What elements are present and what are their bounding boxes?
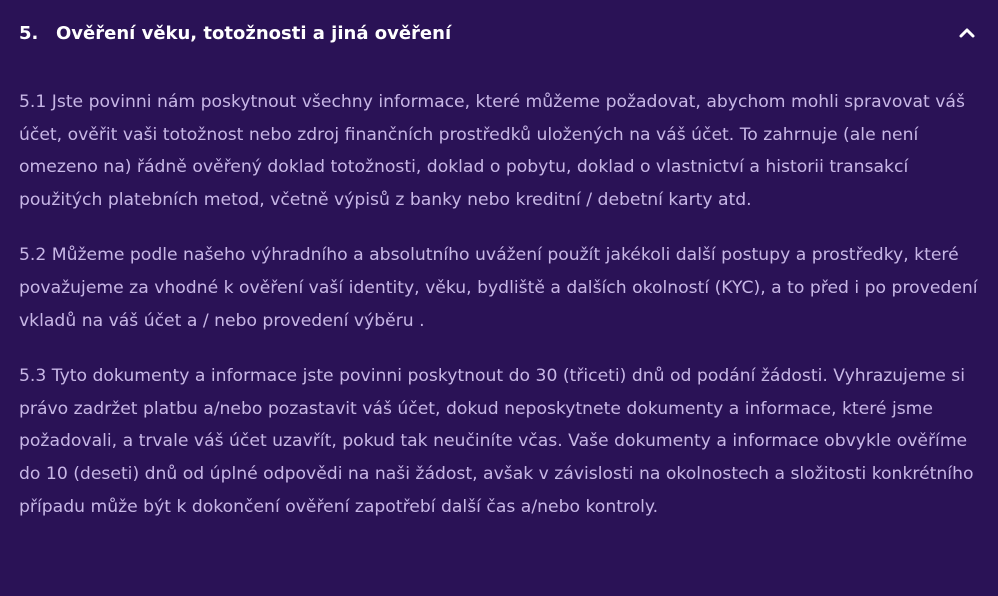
paragraph-5-3: 5.3 Tyto dokumenty a informace jste povinni poskytnout do 30 (třiceti) dnů od podání žádosti. Vyhrazujeme si právo zadržet platbu a/nebo pozastavit váš účet, dokud neposkytnete dokumenty a informace, které jsme požadovali, a trvale váš účet uzavřít, pokud tak neučiníte včas. Vaše dokumenty a informace obvykle ověříme do 10 (deseti) dnů od úplné odpovědi na naši žádost, avšak v závislosti na okolnostech a složitosti konkrétního případu může být k dokončení ověření zapotřebí další čas a/nebo kontroly. — [19, 366, 974, 517]
accordion-header[interactable] — [0, 0, 998, 68]
paragraph-5-1: 5.1 Jste povinni nám poskytnout všechny informace, které můžeme požadovat, abychom mohli spravovat váš účet, ověřit vaši totožnost nebo zdroj finančních prostředků uložených na váš účet. To zahrnuje (ale není omezeno na) řádně ověřený doklad totožnosti, doklad o pobytu, doklad o vlastnictví a historii transakcí použitých platebních metod, včetně výpisů z banky nebo kreditní / debetní karty atd. — [19, 92, 965, 210]
section-number: 5. — [19, 23, 39, 44]
accordion-content — [19, 86, 981, 546]
chevron-up-icon[interactable] — [957, 23, 977, 43]
paragraph-5-2: 5.2 Můžeme podle našeho výhradního a absolutního uvážení použít jakékoli další postupy a prostředky, které považujeme za vhodné k ověření vaší identity, věku, bydliště a dalších okolností (KYC), a to před i po provedení vkladů na váš účet a / nebo provedení výběru . — [19, 245, 978, 331]
section-title: Ověření věku, totožnosti a jiná ověření — [56, 23, 452, 44]
